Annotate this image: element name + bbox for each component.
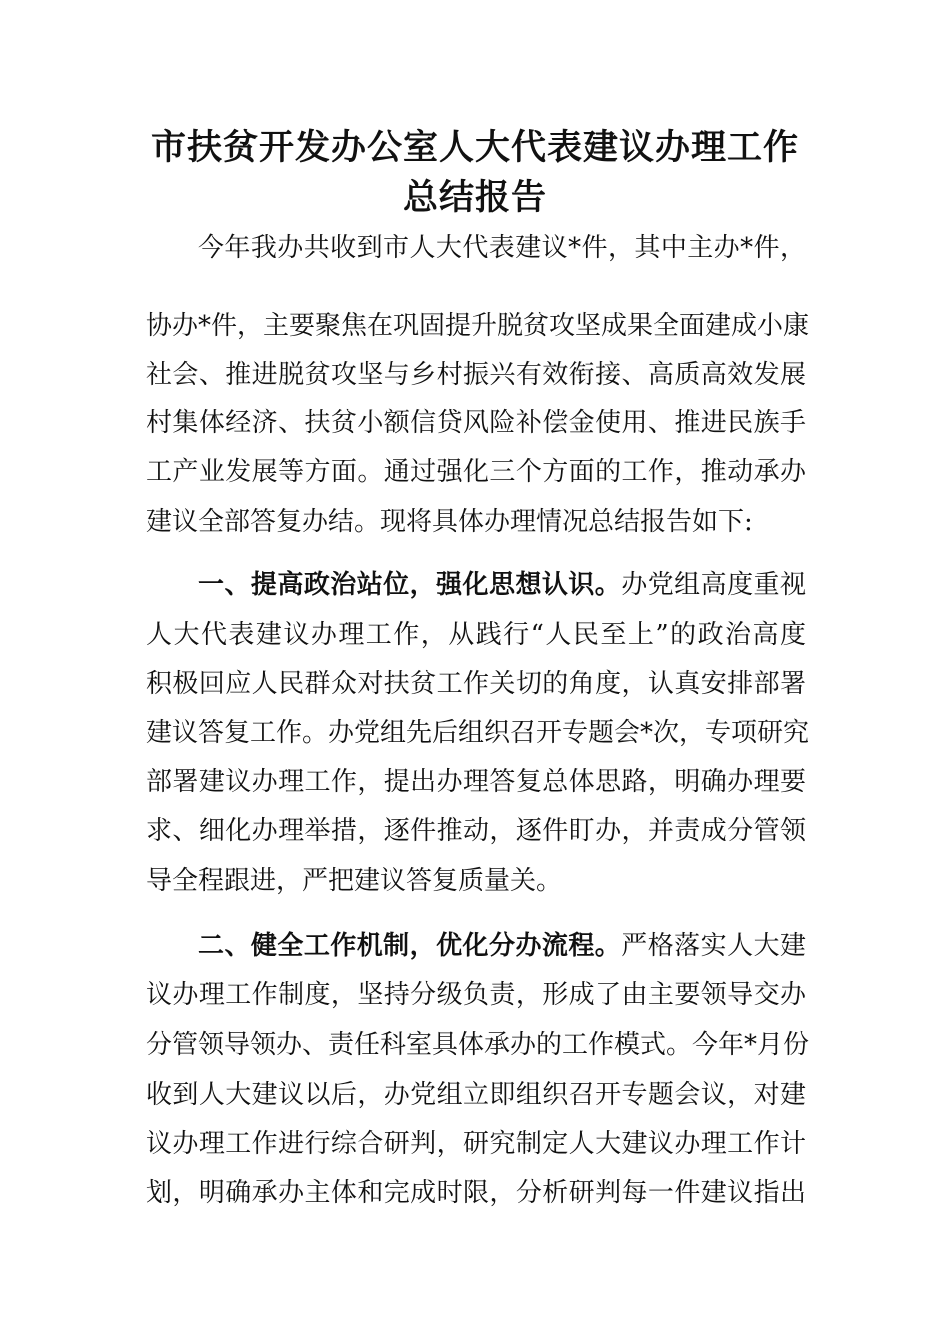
section-2-first-line-rest: 严格落实人大建 [621,931,806,961]
section-2-line-3: 分管领导领办、责任科室具体承办的工作模式。今年*月份 [146,1030,810,1060]
section-2-line-4: 收到人大建议以后，办党组立即组织召开专题会议，对建 [146,1080,806,1110]
section-1-line-4: 建议答复工作。办党组先后组织召开专题会*次，专项研究 [146,718,810,748]
section-1-first-line-rest: 办党组高度重视 [621,570,806,600]
intro-line-6: 建议全部答复办结。现将具体办理情况总结报告如下: [146,507,753,537]
document-title-line-2: 总结报告 [402,177,547,218]
section-2-line-5: 议办理工作进行综合研判，研究制定人大建议办理工作计 [146,1129,806,1159]
intro-line-3: 社会、推进脱贫攻坚与乡村振兴有效衔接、高质高效发展 [146,360,806,390]
intro-line-5: 工产业发展等方面。通过强化三个方面的工作，推动承办 [146,457,806,487]
section-1-line-2: 人大代表建议办理工作，从践行“人民至上”的政治高度 [146,620,806,650]
section-2-line-6: 划，明确承办主体和完成时限，分析研判每一件建议指出 [146,1178,806,1208]
intro-line-4: 村集体经济、扶贫小额信贷风险补偿金使用、推进民族手 [146,408,806,438]
intro-line-2: 协办*件，主要聚焦在巩固提升脱贫攻坚成果全面建成小康 [146,311,810,341]
section-1-line-6: 求、细化办理举措，逐件推动，逐件盯办，并责成分管领 [146,816,806,846]
intro-line-1: 今年我办共收到市人大代表建议*件，其中主办*件， [198,233,806,263]
section-1-line-7: 导全程跟进，严把建议答复质量关。 [146,866,563,896]
section-1-heading: 一、提高政治站位，强化思想认识。 [198,570,622,600]
section-2-first-line [198,927,806,965]
section-2-line-2: 议办理工作制度，坚持分级负责，形成了由主要领导交办 [146,980,806,1010]
section-1-line-3: 积极回应人民群众对扶贫工作关切的角度，认真安排部署 [146,669,806,699]
document-title-line-1: 市扶贫开发办公室人大代表建议办理工作 [150,127,799,168]
section-1-first-line [198,566,806,604]
section-2-heading: 二、健全工作机制，优化分办流程。 [198,931,622,961]
section-1-line-5: 部署建议办理工作，提出办理答复总体思路，明确办理要 [146,767,806,797]
